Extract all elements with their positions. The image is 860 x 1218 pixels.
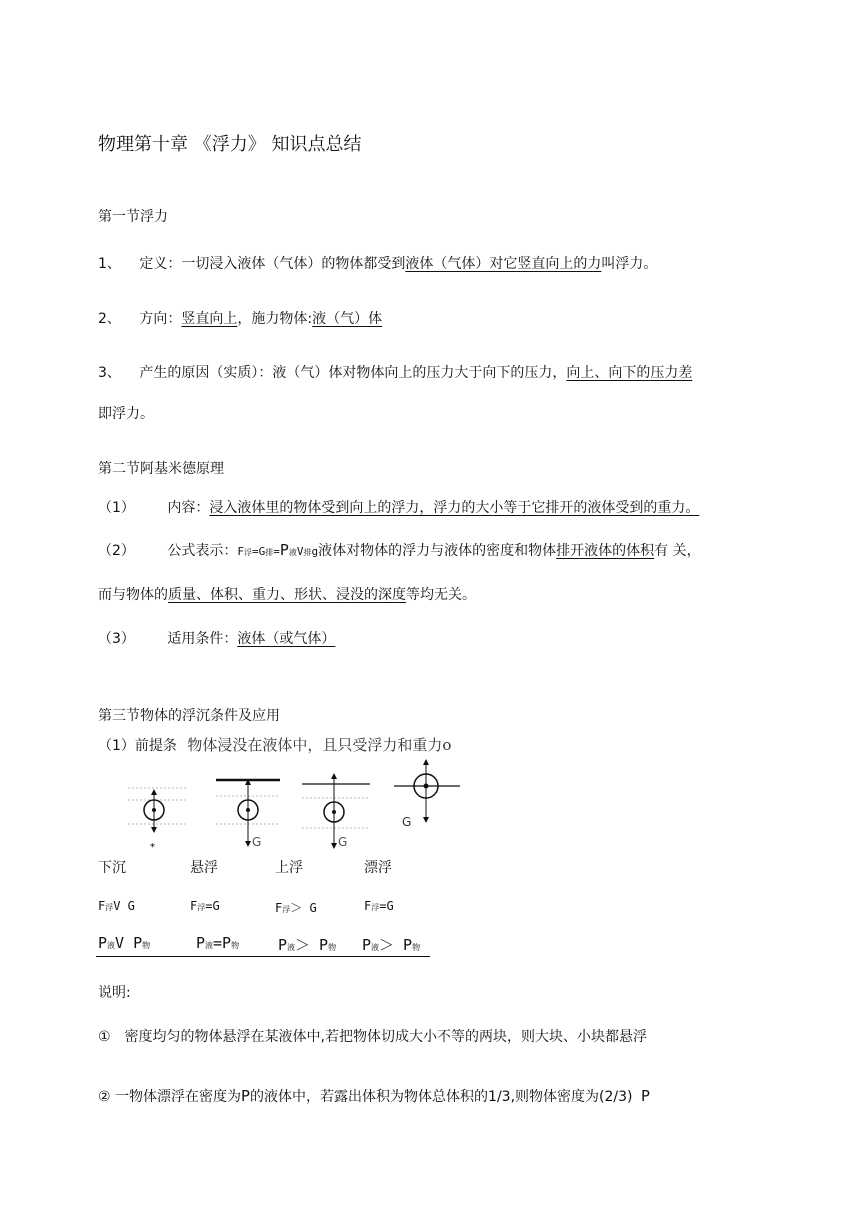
state-float: 漂浮: [364, 860, 392, 876]
buoyancy-diagram: [120, 752, 480, 852]
item-number: （2）: [98, 543, 135, 559]
item-number: 3、: [98, 365, 121, 381]
note-1: ① 密度均匀的物体悬浮在某液体中,若把物体切成大小不等的两块，则大块、小块都悬浮: [98, 1029, 647, 1045]
density-relation-float: P液＞ P物: [362, 936, 421, 954]
item-text: ，施力物体:: [237, 311, 313, 327]
buoyancy-formula: F浮=G排=P液V排g: [237, 541, 319, 559]
floating-figure: [394, 762, 460, 820]
force-relation-rise: F浮＞ G: [275, 901, 317, 915]
item-text: 定义：一切浸入液体（气体）的物体都受到: [139, 256, 406, 272]
item-text: 方向：: [139, 311, 182, 327]
underlined-text: 液体（气体）对它竖直向上的力: [405, 256, 602, 272]
sinking-figure: [128, 788, 186, 830]
item-text: 叫浮力。: [601, 256, 658, 272]
s2-item-2: [98, 540, 701, 560]
underlined-text: 液体（或气体）: [237, 631, 336, 647]
state-rise: 上浮: [275, 860, 303, 876]
underlined-text: 质量、体积、重力、形状、浸没的深度: [168, 587, 406, 603]
item-text: 产生的原因（实质）：液（气）体对物体向上的压力大于向下的压力，: [139, 365, 567, 381]
s1-item-2: [98, 308, 382, 328]
density-relation-rise: P液＞ P物: [278, 936, 337, 954]
underlined-text: 竖直向上: [181, 311, 238, 327]
diagram-label: *: [150, 842, 155, 852]
s2-item-3: [98, 628, 335, 648]
notes-heading: 说明:: [98, 985, 131, 1001]
state-sink: 下沉: [98, 860, 126, 876]
item-text: 适用条件：: [167, 631, 238, 647]
suspended-figure: [216, 780, 280, 844]
force-relation-float: F浮=G: [364, 899, 394, 913]
density-relation-sink: P液V P物: [98, 934, 151, 952]
state-suspend: 悬浮: [190, 860, 218, 876]
item-number: （1）: [98, 500, 135, 516]
s2-item-1: [98, 497, 699, 517]
premise-label: （1）前提条: [98, 738, 177, 754]
density-relation-row: [96, 934, 430, 957]
page-title: 物理第十章 《浮力》 知识点总结: [98, 134, 362, 155]
item-text: 有 关，: [654, 543, 701, 559]
density-relation-suspend: P液=P物: [196, 934, 240, 952]
diagram-label-gravity: G: [402, 815, 412, 829]
s2-item-2-line2: 而与物体的质量、体积、重力、形状、浸没的深度等均无关。: [98, 587, 476, 603]
s1-item-3: [98, 362, 692, 382]
underlined-text: 浸入液体里的物体受到向上的浮力，浮力的大小等于它排开的液体受到的重力。: [209, 500, 700, 516]
section-heading-2: 第二节阿基米德原理: [98, 461, 224, 477]
diagram-label-gravity: G: [338, 835, 348, 849]
s1-item-1: [98, 253, 657, 273]
item-number: （3）: [98, 631, 135, 647]
premise-text: 物体浸没在液体中，且只受浮力和重力o: [187, 736, 452, 754]
item-text: 液体对物体的浮力与液体的密度和物体: [318, 543, 557, 559]
section-heading-3: 第三节物体的浮沉条件及应用: [98, 708, 280, 724]
underlined-text: 液（气）体: [312, 311, 383, 327]
force-relation-sink: F浮V G: [98, 899, 135, 913]
note-2: ② 一物体漂浮在密度为P的液体中，若露出体积为物体总体积的1/3,则物体密度为(2/3) P: [98, 1087, 650, 1105]
item-text: 内容：: [167, 500, 210, 516]
item-number: 1、: [98, 256, 121, 272]
underlined-text: 排开液体的体积: [556, 543, 655, 559]
force-relation-suspend: F浮=G: [190, 899, 220, 913]
diagram-label-gravity: G: [252, 835, 262, 849]
item-text: 公式表示：: [167, 543, 238, 559]
section-heading-1: 第一节浮力: [98, 209, 168, 225]
item-number: 2、: [98, 311, 121, 327]
underlined-text: 向上、向下的压力差: [566, 365, 693, 381]
s1-item-3-continued: 即浮力。: [98, 406, 154, 422]
rising-figure: [302, 776, 370, 846]
